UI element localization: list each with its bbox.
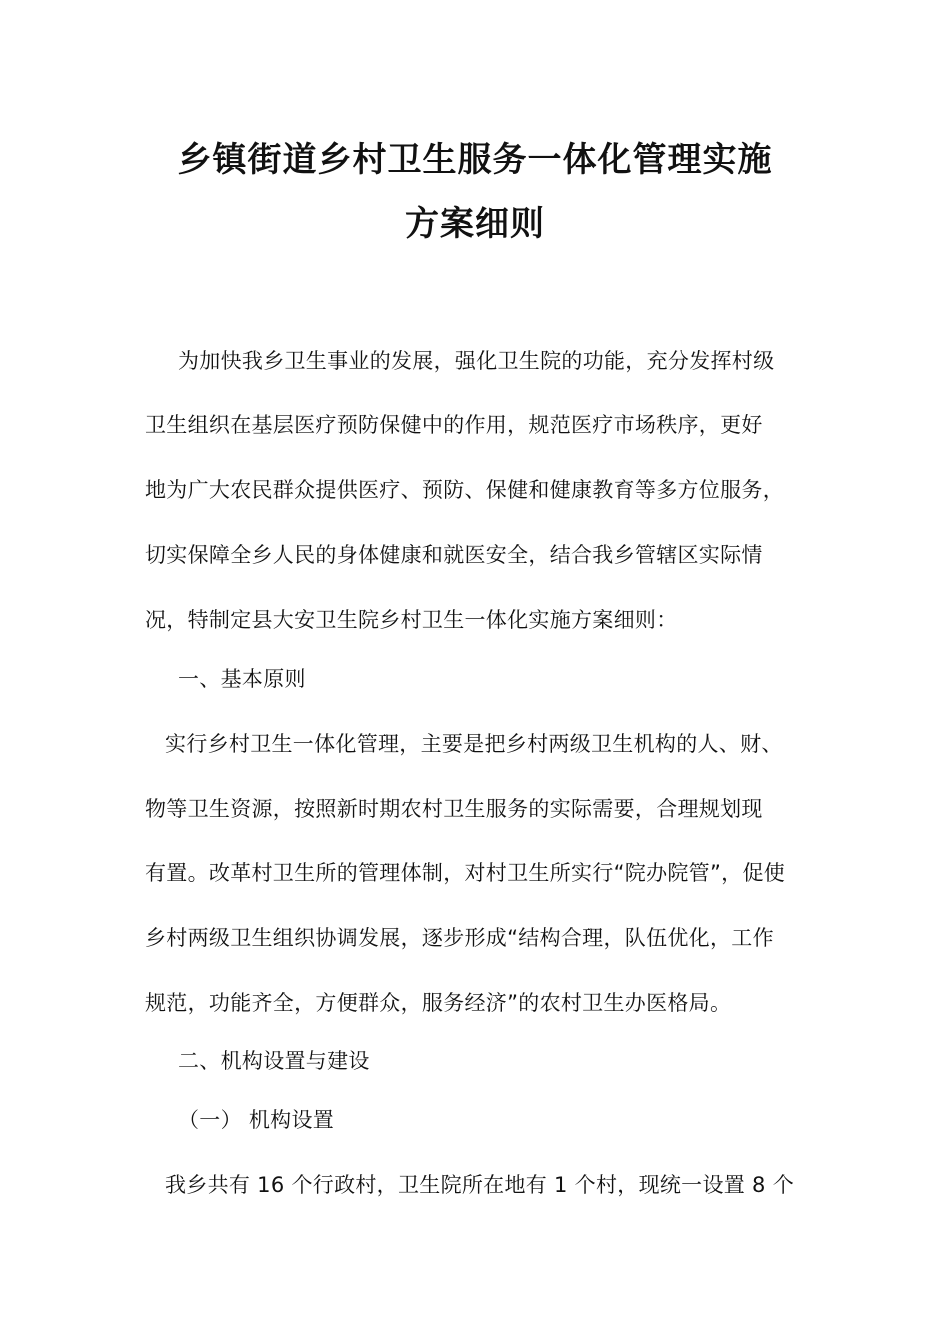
paragraph-line: 规范，功能齐全，方便群众，服务经济”的农村卫生办医格局。 bbox=[145, 991, 732, 1015]
paragraph-line: 乡村两级卫生组织协调发展，逐步形成“结构合理，队伍优化，工作 bbox=[145, 926, 774, 950]
paragraph-line: 为加快我乡卫生事业的发展，强化卫生院的功能，充分发挥村级 bbox=[178, 349, 775, 373]
paragraph-line: 卫生组织在基层医疗预防保健中的作用，规范医疗市场秩序，更好 bbox=[145, 413, 763, 437]
section-heading: 二、机构设置与建设 bbox=[178, 1049, 370, 1073]
subsection-heading: （一） 机构设置 bbox=[178, 1108, 335, 1132]
paragraph-line: 实行乡村卫生一体化管理，主要是把乡村两级卫生机构的人、财、 bbox=[165, 732, 783, 756]
paragraph-line: 况，特制定县大安卫生院乡村卫生一体化实施方案细则： bbox=[145, 608, 678, 632]
paragraph-line: 切实保障全乡人民的身体健康和就医安全，结合我乡管辖区实际情 bbox=[145, 543, 763, 567]
paragraph-line: 地为广大农民群众提供医疗、预防、保健和健康教育等多方位服务， bbox=[145, 478, 784, 502]
section-heading: 一、基本原则 bbox=[178, 667, 306, 691]
paragraph-line: 物等卫生资源，按照新时期农村卫生服务的实际需要，合理规划现 bbox=[145, 797, 763, 821]
paragraph-line: 我乡共有 16 个行政村，卫生院所在地有 1 个村，现统一设置 8 个 bbox=[165, 1173, 794, 1197]
paragraph-line: 有置。改革村卫生所的管理体制，对村卫生所实行“院办院管”，促使 bbox=[145, 861, 786, 885]
document-title-line-2: 方案细则 bbox=[405, 204, 545, 244]
document-title-line-1: 乡镇街道乡村卫生服务一体化管理实施 bbox=[177, 140, 773, 180]
